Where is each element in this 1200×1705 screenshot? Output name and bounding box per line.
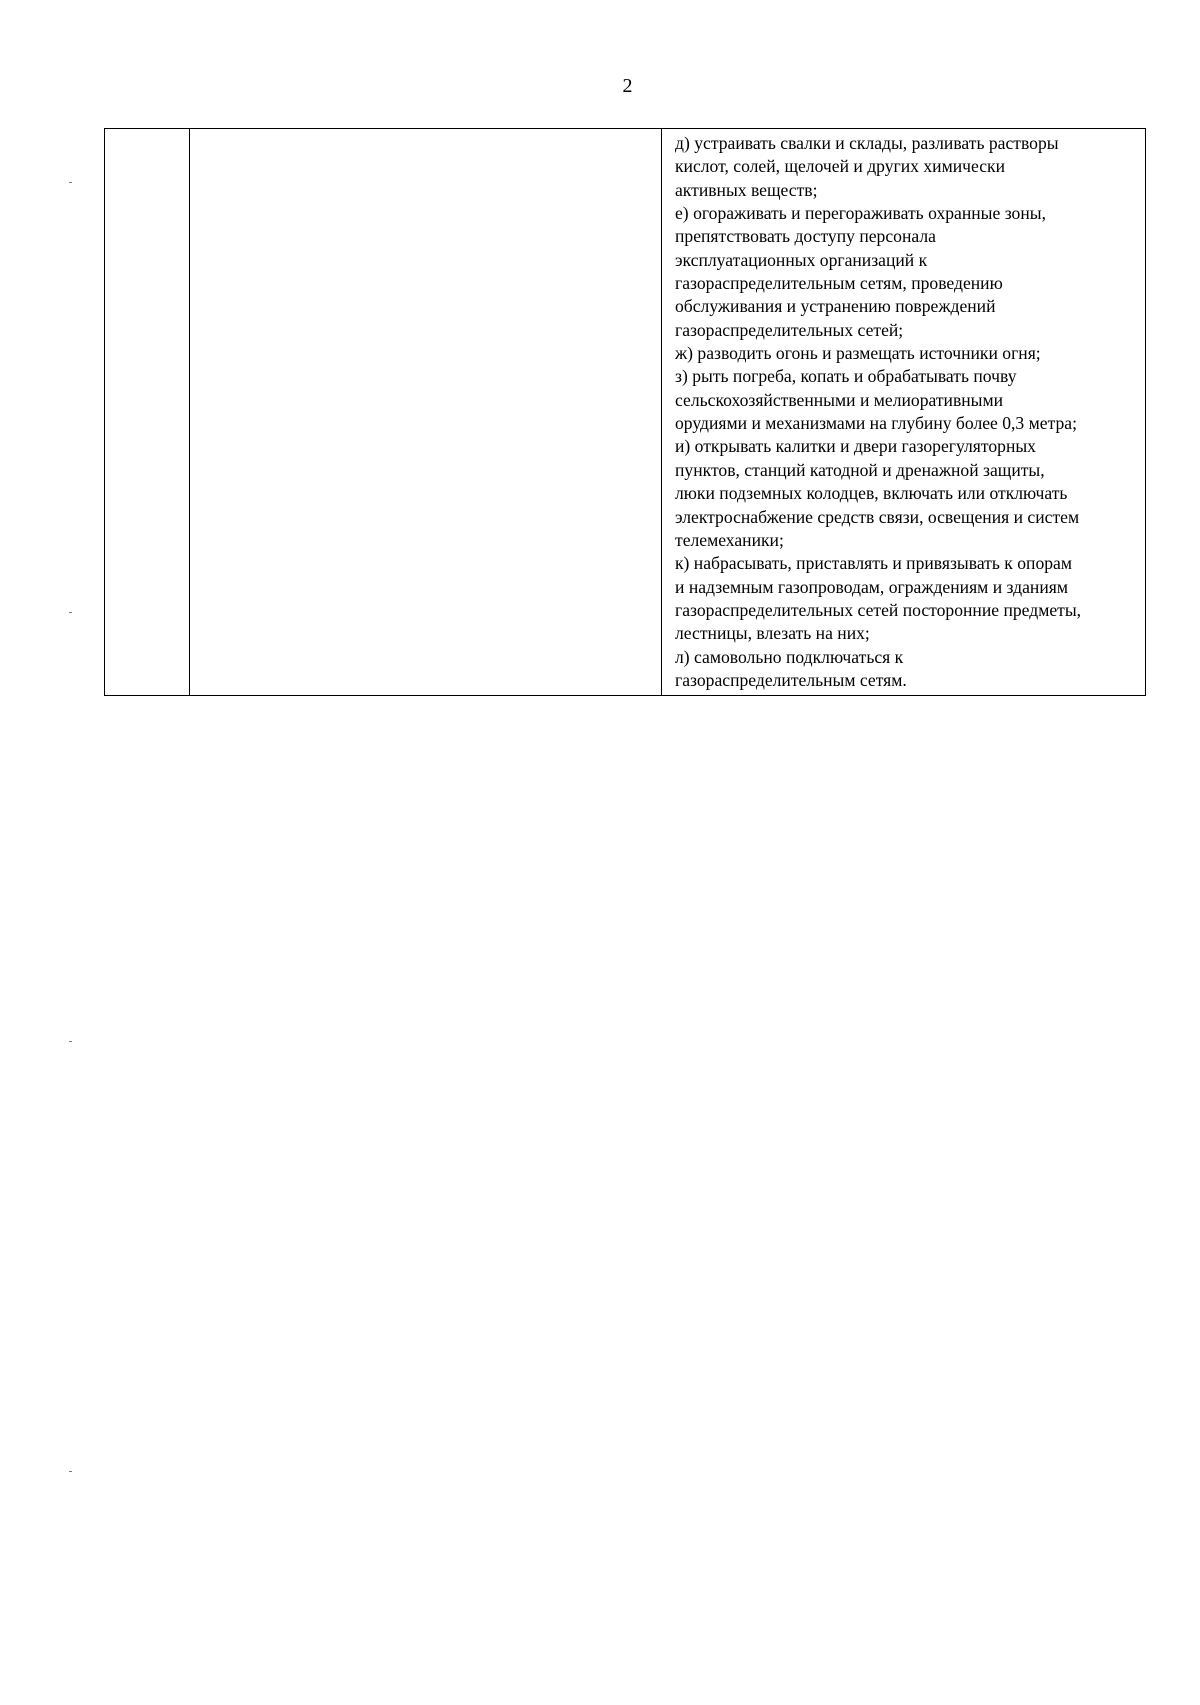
- table-cell-1: [105, 129, 190, 696]
- text-line: орудиями и механизмами на глубину более 0,3 метра;: [675, 413, 1077, 434]
- text-line: активных веществ;: [675, 179, 818, 200]
- margin-mark: [69, 1471, 72, 1472]
- text-line: сельскохозяйственными и мелиоративными: [675, 389, 1004, 410]
- text-line: з) рыть погреба, копать и обрабатывать почву: [675, 366, 1017, 387]
- table-cell-2: [190, 129, 662, 696]
- text-line: л) самовольно подключаться к: [675, 646, 904, 667]
- text-line: телемеханики;: [675, 529, 784, 550]
- text-line: ж) разводить огонь и размещать источники огня;: [675, 343, 1041, 364]
- table-cell-3: [662, 129, 1146, 696]
- table-row: [105, 129, 1146, 696]
- text-line: пунктов, станций катодной и дренажной защиты,: [675, 459, 1045, 480]
- text-line: препятствовать доступу персонала: [675, 226, 936, 247]
- text-line: лестницы, влезать на них;: [675, 623, 870, 644]
- margin-mark: [69, 612, 72, 613]
- text-line: и надземным газопроводам, ограждениям и зданиям: [675, 576, 1068, 597]
- document-table: [104, 128, 1146, 696]
- text-line: кислот, солей, щелочей и других химически: [675, 156, 1005, 177]
- text-line: обслуживания и устранению повреждений: [675, 296, 996, 317]
- text-line: д) устраивать свалки и склады, разливать растворы: [675, 133, 1059, 153]
- margin-mark: [69, 1041, 72, 1042]
- text-line: газораспределительным сетям.: [675, 669, 907, 690]
- text-line: и) открывать калитки и двери газорегуляторных: [675, 436, 1036, 457]
- prohibitions-text: [662, 129, 1145, 695]
- text-line: е) огораживать и перегораживать охранные зоны,: [675, 203, 1046, 224]
- text-line: эксплуатационных организаций к: [675, 249, 928, 270]
- page-number: 2: [622, 75, 633, 97]
- text-line: люки подземных колодцев, включать или отключать: [675, 483, 1068, 504]
- text-line: газораспределительных сетей;: [675, 319, 904, 340]
- text-line: электроснабжение средств связи, освещения и систем: [675, 506, 1080, 527]
- text-line: газораспределительных сетей посторонние предметы,: [675, 599, 1082, 620]
- text-line: к) набрасывать, приставлять и привязывать к опорам: [675, 553, 1072, 574]
- margin-mark: [69, 182, 72, 183]
- text-line: газораспределительным сетям, проведению: [675, 273, 1003, 294]
